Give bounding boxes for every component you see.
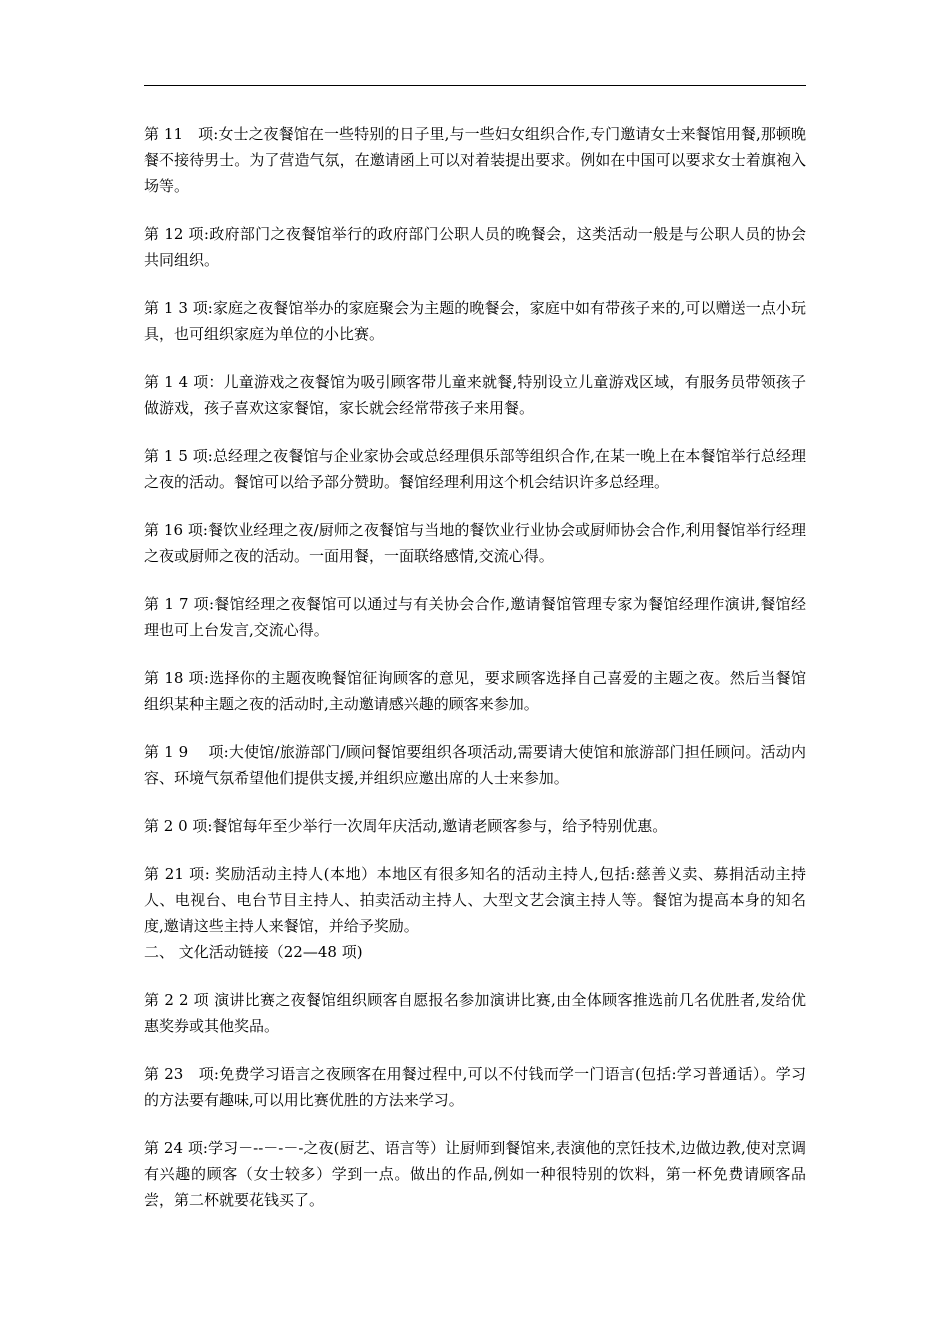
paragraph-item-20: 第 2 0 项:餐馆每年至少举行一次周年庆活动,邀请老顾客参与，给予特别优惠。 bbox=[144, 817, 668, 835]
paragraph-item-12: 第 12 项:政府部门之夜餐馆举行的政府部门公职人员的晚餐会，这类活动一般是与公职人员的协会共同组织。 bbox=[144, 225, 806, 269]
paragraph-item-15: 第 1 5 项:总经理之夜餐馆与企业家协会或总经理俱乐部等组织合作,在某一晚上在本餐馆举行总经理之夜的活动。餐馆可以给予部分赞助。餐馆经理利用这个机会结识许多总经理。 bbox=[144, 447, 806, 491]
document-body bbox=[144, 121, 806, 1235]
paragraph-item-11: 第 11 项:女士之夜餐馆在一些特别的日子里,与一些妇女组织合作,专门邀请女士来餐馆用餐,那顿晚餐不接待男士。为了营造气氛，在邀请函上可以对着装提出要求。例如在中国可以要求女士着旗袍入场等。 bbox=[144, 125, 806, 195]
paragraph-item-13: 第 1 3 项:家庭之夜餐馆举办的家庭聚会为主题的晚餐会，家庭中如有带孩子来的,可以赠送一点小玩具，也可组织家庭为单位的小比赛。 bbox=[144, 299, 806, 343]
paragraph-item-14: 第 1 4 项：儿童游戏之夜餐馆为吸引顾客带儿童来就餐,特别设立儿童游戏区域，有服务员带领孩子做游戏，孩子喜欢这家餐馆，家长就会经常带孩子来用餐。 bbox=[144, 373, 806, 417]
paragraph-item-23: 第 23 项:免费学习语言之夜顾客在用餐过程中,可以不付钱而学一门语言(包括:学习普通话）。学习的方法要有趣味,可以用比赛优胜的方法来学习。 bbox=[144, 1065, 806, 1109]
header-rule bbox=[144, 85, 806, 86]
paragraph-item-22: 第 2 2 项 演讲比赛之夜餐馆组织顾客自愿报名参加演讲比赛,由全体顾客推选前几名优胜者,发给优惠奖券或其他奖品。 bbox=[144, 991, 806, 1035]
paragraph-item-17: 第 1 7 项:餐馆经理之夜餐馆可以通过与有关协会合作,邀请餐馆管理专家为餐馆经理作演讲,餐馆经理也可上台发言,交流心得。 bbox=[144, 595, 806, 639]
paragraph-item-16: 第 16 项:餐饮业经理之夜/厨师之夜餐馆与当地的餐饮业行业协会或厨师协会合作,利用餐馆举行经理之夜或厨师之夜的活动。一面用餐，一面联络感情,交流心得。 bbox=[144, 521, 806, 565]
paragraph-item-19: 第 1 9 项:大使馆/旅游部门/顾问餐馆要组织各项活动,需要请大使馆和旅游部门担任顾问。活动内容、环境气氛希望他们提供支援,并组织应邀出席的人士来参加。 bbox=[144, 743, 806, 787]
section-heading: 二、 文化活动链接（22—48 项) bbox=[144, 943, 363, 961]
paragraph-item-18: 第 18 项:选择你的主题夜晚餐馆征询顾客的意见，要求顾客选择自己喜爱的主题之夜。然后当餐馆组织某种主题之夜的活动时,主动邀请感兴趣的顾客来参加。 bbox=[144, 669, 806, 713]
paragraph-item-24: 第 24 项:学习－--－-－-之夜(厨艺、语言等）让厨师到餐馆来,表演他的烹饪技术,边做边教,使对烹调有兴趣的顾客（女士较多）学到一点。做出的作品,例如一种很特别的饮料，第一杯免费请顾客品尝，第二杯就要花钱买了。 bbox=[144, 1139, 806, 1209]
paragraph-item-21: 第 21 项: 奖励活动主持人(本地）本地区有很多知名的活动主持人,包括:慈善义卖、募捐活动主持人、电视台、电台节目主持人、拍卖活动主持人、大型文艺会演主持人等。餐馆为提高本身的知名度,邀请这些主持人来餐馆，并给予奖励。 bbox=[144, 865, 806, 935]
